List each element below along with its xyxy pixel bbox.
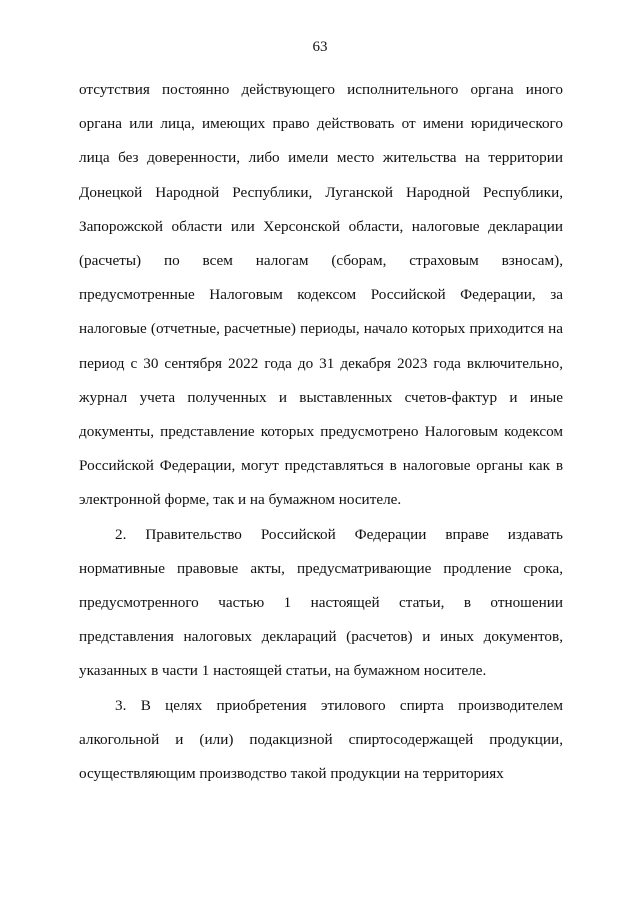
paragraph-continuation: отсутствия постоянно действующего исполнительного органа иного органа или лица, имеющих право действовать от имени юридического лица без доверенности, либо имели место жительства на территории Донецкой Народной Республики, Луганской Народной Республики, Запорожской области или Херсонской области, налоговые декларации (расчеты) по всем налогам (сборам, страховым взносам), предусмотренные Налоговым кодексом Российской Федерации, за налоговые (отчетные, расчетные) периоды, начало которых приходится на период с 30 сентября 2022 года до 31 декабря 2023 года включительно, журнал учета полученных и выставленных счетов-фактур и иные документы, представление которых предусмотрено Налоговым кодексом Российской Федерации, могут представляться в налоговые органы как в электронной форме, так и на бумажном носителе.	[79, 81, 563, 509]
page-number: 63	[312, 39, 328, 55]
paragraph-clause-2: 2. Правительство Российской Федерации вправе издавать нормативные правовые акты, предусматривающие продление срока, предусмотренного частью 1 настоящей статьи, в отношении представления налоговых деклараций (расчетов) и иных документов, указанных в части 1 настоящей статьи, на бумажном носителе.	[79, 525, 563, 680]
document-body	[79, 73, 563, 791]
paragraph-clause-3: 3. В целях приобретения этилового спирта производителем алкогольной и (или) подакцизной спиртосодержащей продукции, осуществляющим производство такой продукции на территориях	[79, 696, 563, 783]
